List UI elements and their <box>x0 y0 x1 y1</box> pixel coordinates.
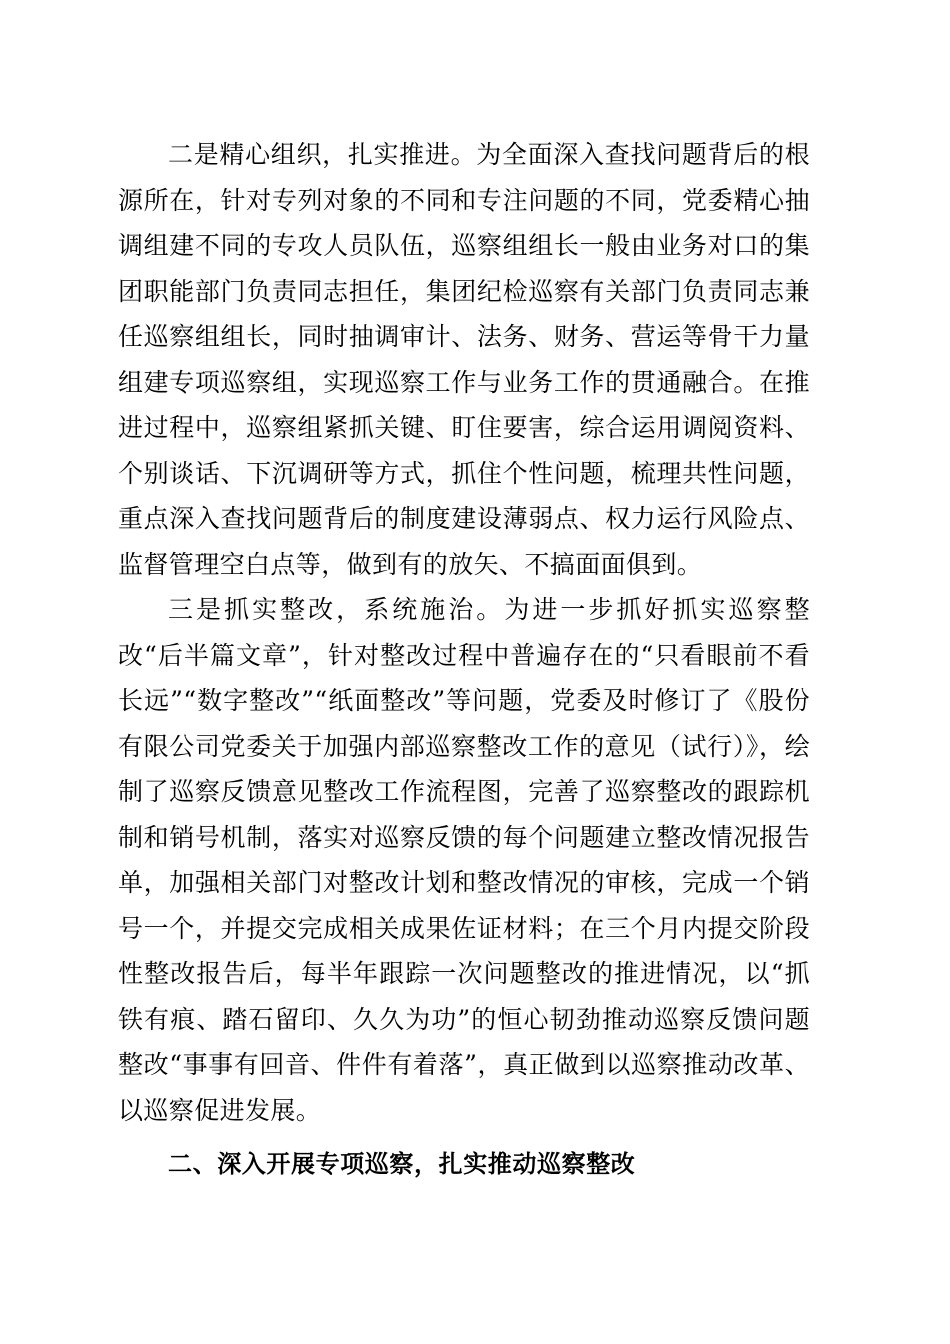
document-body <box>118 132 810 1187</box>
paragraph-rectify: 三是抓实整改，系统施治。为进一步抓好抓实巡察整改“后半篇文章”，针对整改过程中普遍存在的“只看眼前不看长远”“数字整改”“纸面整改”等问题，党委及时修订了《股份有限公司党委关于加强内部巡察整改工作的意见（试行）》，绘制了巡察反馈意见整改工作流程图，完善了巡察整改的跟踪机制和销号机制，落实对巡察反馈的每个问题建立整改情况报告单，加强相关部门对整改计划和整改情况的审核，完成一个销号一个，并提交完成相关成果佐证材料；在三个月内提交阶段性整改报告后，每半年跟踪一次问题整改的推进情况，以“抓铁有痕、踏石留印、久久为功”的恒心韧劲推动巡察反馈问题整改“事事有回音、件件有着落”，真正做到以巡察推动改革、以巡察促进发展。 <box>118 595 810 1125</box>
paragraph-organize: 二是精心组织，扎实推进。为全面深入查找问题背后的根源所在，针对专列对象的不同和专注问题的不同，党委精心抽调组建不同的专攻人员队伍，巡察组组长一般由业务对口的集团职能部门负责同志担任，集团纪检巡察有关部门负责同志兼任巡察组组长，同时抽调审计、法务、财务、营运等骨干力量组建专项巡察组，实现巡察工作与业务工作的贯通融合。在推进过程中，巡察组紧抓关键、盯住要害，综合运用调阅资料、个别谈话、下沉调研等方式，抓住个性问题，梳理共性问题，重点深入查找问题背后的制度建设薄弱点、权力运行风险点、监督管理空白点等，做到有的放矢、不搞面面俱到。 <box>118 140 810 579</box>
section-heading: 二、深入开展专项巡察，扎实推动巡察整改 <box>168 1150 636 1178</box>
